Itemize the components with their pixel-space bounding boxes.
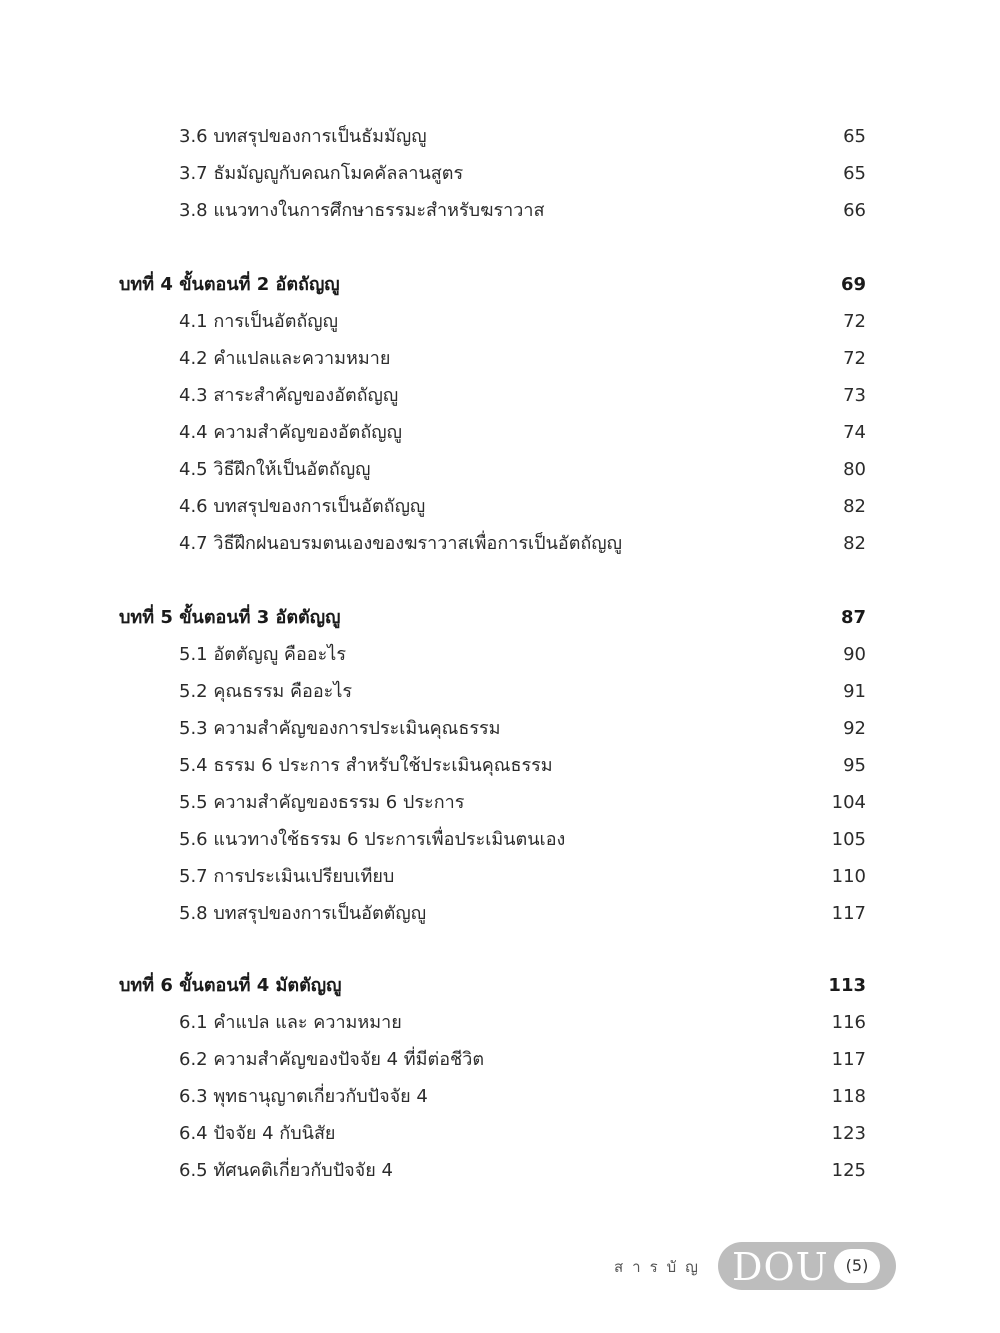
- toc-entry-title: 5.5 ความสำคัญของธรรม 6 ประการ: [179, 792, 465, 813]
- toc-section-row: [0, 303, 1000, 340]
- toc-entry-title: 5.6 แนวทางใช้ธรรม 6 ประการเพื่อประเมินตนเอง: [179, 829, 566, 850]
- toc-entry-title: 4.2 คำแปลและความหมาย: [179, 348, 391, 369]
- toc-section-row: [0, 488, 1000, 525]
- toc-chapter-row: [0, 599, 1000, 636]
- toc-entry-title: 6.4 ปัจจัย 4 กับนิสัย: [179, 1123, 336, 1144]
- toc-entry-page: 72: [843, 311, 866, 332]
- toc-section-row: [0, 155, 1000, 192]
- toc-entry-page: 80: [843, 459, 866, 480]
- toc-entry-title: 3.6 บทสรุปของการเป็นธัมมัญญู: [179, 126, 427, 147]
- toc-entry-page: 74: [843, 422, 866, 443]
- toc-section-row: [0, 1004, 1000, 1041]
- toc-section-row: [0, 118, 1000, 155]
- toc-entry-page: 65: [843, 126, 866, 147]
- toc-entry-page: 125: [831, 1160, 866, 1181]
- toc-entry-page: 95: [843, 755, 866, 776]
- toc-entry-page: 117: [831, 903, 866, 924]
- toc-section-row: [0, 377, 1000, 414]
- toc-section-row: [0, 525, 1000, 562]
- toc-section-row: [0, 895, 1000, 932]
- toc-entry-page: 113: [828, 975, 866, 996]
- toc-entry-page: 92: [843, 718, 866, 739]
- toc-entry-title: 6.1 คำแปล และ ความหมาย: [179, 1012, 402, 1033]
- toc-entry-page: 65: [843, 163, 866, 184]
- toc-chapter-row: [0, 967, 1000, 1004]
- toc-entry-title: บทที่ 4 ขั้นตอนที่ 2 อัตถัญญู: [119, 274, 340, 295]
- toc-entry-page: 82: [843, 533, 866, 554]
- toc-entry-page: 104: [831, 792, 866, 813]
- toc-entry-title: 6.3 พุทธานุญาตเกี่ยวกับปัจจัย 4: [179, 1086, 428, 1107]
- toc-entry-title: 5.7 การประเมินเปรียบเทียบ: [179, 866, 395, 887]
- toc-entry-title: 3.8 แนวทางในการศึกษาธรรมะสำหรับฆราวาส: [179, 200, 545, 221]
- toc-section-row: [0, 636, 1000, 673]
- footer-badge: [718, 1242, 896, 1290]
- toc-section-row: [0, 747, 1000, 784]
- toc-section-row: [0, 784, 1000, 821]
- toc-entry-page: 123: [831, 1123, 866, 1144]
- toc-entry-title: 6.2 ความสำคัญของปัจจัย 4 ที่มีต่อชีวิต: [179, 1049, 485, 1070]
- toc-chapter-row: [0, 266, 1000, 303]
- toc-entry-page: 117: [831, 1049, 866, 1070]
- page-number: (5): [834, 1249, 880, 1283]
- toc-section-row: [0, 821, 1000, 858]
- toc-entry-page: 87: [840, 607, 866, 628]
- toc-entry-page: 91: [843, 681, 866, 702]
- toc-section-row: [0, 1115, 1000, 1152]
- dou-logo: DOU: [732, 1245, 829, 1289]
- toc-section-row: [0, 858, 1000, 895]
- toc-entry-title: 5.2 คุณธรรม คืออะไร: [179, 681, 353, 702]
- toc-section-row: [0, 340, 1000, 377]
- toc-section-row: [0, 1041, 1000, 1078]
- toc-entry-title: 4.5 วิธีฝึกให้เป็นอัตถัญญู: [179, 459, 371, 480]
- toc-entry-title: 6.5 ทัศนคติเกี่ยวกับปัจจัย 4: [179, 1160, 393, 1181]
- toc-entry-page: 72: [843, 348, 866, 369]
- toc-entry-title: 3.7 ธัมมัญญูกับคณกโมคคัลลานสูตร: [179, 163, 464, 184]
- toc-section-row: [0, 710, 1000, 747]
- toc-entry-page: 82: [843, 496, 866, 517]
- toc-entry-page: 105: [831, 829, 866, 850]
- toc-section-row: [0, 1152, 1000, 1189]
- toc-entry-page: 116: [831, 1012, 866, 1033]
- footer-section-title: สารบัญ: [614, 1258, 707, 1276]
- toc-entry-title: 5.1 อัตตัญญู คืออะไร: [179, 644, 346, 665]
- toc-section-row: [0, 1078, 1000, 1115]
- toc-entry-title: 4.3 สาระสำคัญของอัตถัญญู: [179, 385, 399, 406]
- toc-entry-page: 69: [840, 274, 866, 295]
- toc-entry-page: 90: [843, 644, 866, 665]
- toc-entry-page: 66: [843, 200, 866, 221]
- toc-section-row: [0, 451, 1000, 488]
- toc-entry-title: 4.7 วิธีฝึกฝนอบรมตนเองของฆราวาสเพื่อการเป็นอัตถัญญู: [179, 533, 622, 554]
- toc-entry-title: 4.4 ความสำคัญของอัตถัญญู: [179, 422, 402, 443]
- toc-section-row: [0, 192, 1000, 229]
- toc-entry-title: 5.8 บทสรุปของการเป็นอัตตัญญู: [179, 903, 427, 924]
- toc-section-row: [0, 414, 1000, 451]
- toc-entry-title: 4.6 บทสรุปของการเป็นอัตถัญญู: [179, 496, 426, 517]
- toc-entry-title: 5.3 ความสำคัญของการประเมินคุณธรรม: [179, 718, 501, 739]
- toc-entry-title: บทที่ 6 ขั้นตอนที่ 4 มัตตัญญู: [119, 975, 342, 996]
- toc-entry-title: บทที่ 5 ขั้นตอนที่ 3 อัตตัญญู: [119, 607, 341, 628]
- toc-section-row: [0, 673, 1000, 710]
- toc-entry-page: 110: [831, 866, 866, 887]
- toc-entry-title: 5.4 ธรรม 6 ประการ สำหรับใช้ประเมินคุณธรรม: [179, 755, 553, 776]
- toc-entry-page: 118: [831, 1086, 866, 1107]
- toc-entry-title: 4.1 การเป็นอัตถัญญู: [179, 311, 338, 332]
- toc-entry-page: 73: [843, 385, 866, 406]
